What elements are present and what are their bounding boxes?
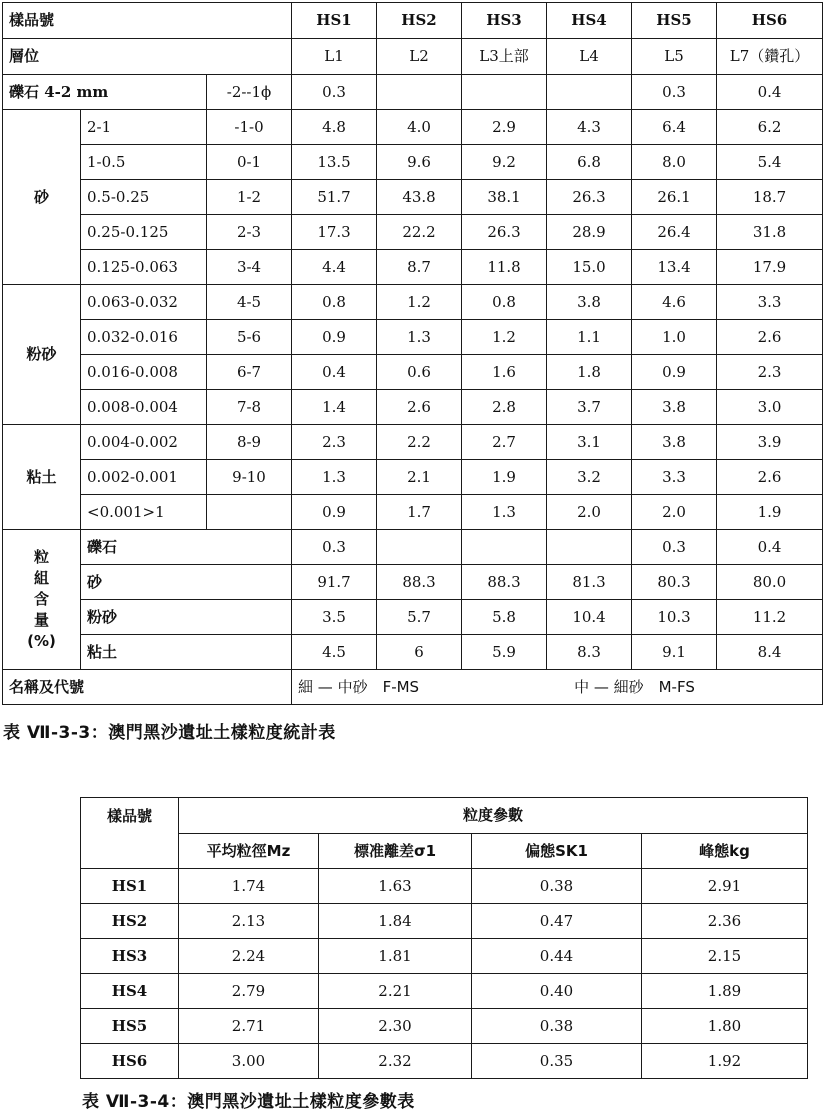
value-cell: 18.7 [717, 180, 823, 215]
phi-cell: 2-3 [207, 215, 292, 250]
value-cell: 2.36 [642, 904, 808, 939]
value-cell: 2.3 [292, 425, 377, 460]
sample-id-cell: HS4 [81, 974, 179, 1009]
content-label-char: 組 [33, 569, 49, 587]
value-cell: 1.81 [319, 939, 472, 974]
value-cell: 2.8 [462, 390, 547, 425]
size-range-cell: 0.004-0.002 [81, 425, 207, 460]
size-range-cell: 0.063-0.032 [81, 285, 207, 320]
content-label-char: 粒 [33, 548, 49, 566]
value-cell: 1.2 [462, 320, 547, 355]
value-cell: 0.3 [632, 530, 717, 565]
value-cell: 28.9 [547, 215, 632, 250]
value-cell: 0.44 [472, 939, 642, 974]
value-cell: 1.80 [642, 1009, 808, 1044]
value-cell: 0.6 [377, 355, 462, 390]
group-label: 粘土 [3, 425, 81, 530]
size-range-cell: <0.001>1 [81, 495, 207, 530]
value-cell [547, 530, 632, 565]
value-cell: 13.4 [632, 250, 717, 285]
sample-id-cell: HS1 [81, 869, 179, 904]
layer-cell: L1 [292, 39, 377, 75]
grain-size-parameters-table [80, 797, 808, 1079]
table-row [3, 355, 823, 390]
group-label: 粉砂 [3, 285, 81, 425]
value-cell: 9.2 [462, 145, 547, 180]
value-cell: 0.4 [292, 355, 377, 390]
value-cell: 0.9 [632, 355, 717, 390]
phi-cell: 8-9 [207, 425, 292, 460]
value-cell: 5.8 [462, 600, 547, 635]
value-cell: 2.0 [547, 495, 632, 530]
layer-cell: L4 [547, 39, 632, 75]
table-row [81, 1009, 808, 1044]
sample-header-cell: HS6 [717, 3, 823, 39]
value-cell: 88.3 [377, 565, 462, 600]
sample-header-cell: HS2 [377, 3, 462, 39]
value-cell: 2.2 [377, 425, 462, 460]
value-cell: 3.9 [717, 425, 823, 460]
sample-id-header: 樣品號 [81, 798, 179, 869]
table-row [3, 285, 823, 320]
value-cell: 2.24 [179, 939, 319, 974]
header-row [81, 798, 808, 834]
name-code-fine-medium: 細 — 中砂 F-MS [298, 677, 420, 696]
parameter-group-header: 粒度參數 [179, 798, 808, 834]
value-cell: 4.6 [632, 285, 717, 320]
value-cell: 15.0 [547, 250, 632, 285]
size-range-cell: 0.032-0.016 [81, 320, 207, 355]
size-range-cell: 2-1 [81, 110, 207, 145]
value-cell: 1.1 [547, 320, 632, 355]
content-label-char: (%) [27, 632, 56, 650]
value-cell: 3.8 [547, 285, 632, 320]
table-row [81, 904, 808, 939]
value-cell: 1.89 [642, 974, 808, 1009]
value-cell: 1.9 [717, 495, 823, 530]
value-cell: 2.6 [717, 460, 823, 495]
value-cell [377, 530, 462, 565]
value-cell: 6.8 [547, 145, 632, 180]
value-cell: 1.92 [642, 1044, 808, 1079]
value-cell: 17.3 [292, 215, 377, 250]
value-cell: 4.8 [292, 110, 377, 145]
sample-header-cell: HS3 [462, 3, 547, 39]
size-range-cell: 0.125-0.063 [81, 250, 207, 285]
table-row [3, 390, 823, 425]
component-label: 粉砂 [81, 600, 292, 635]
value-cell: 8.4 [717, 635, 823, 670]
value-cell: 5.7 [377, 600, 462, 635]
value-cell: 0.3 [292, 530, 377, 565]
value-cell: 1.3 [462, 495, 547, 530]
content-label-char: 含 [33, 590, 49, 608]
size-range-cell: 0.5-0.25 [81, 180, 207, 215]
value-cell: 2.91 [642, 869, 808, 904]
table-caption-grain-parameters: 表 Ⅶ-3-4：澳門黑沙遺址土樣粒度參數表 [82, 1092, 415, 1112]
value-cell: 0.38 [472, 869, 642, 904]
value-cell: 0.47 [472, 904, 642, 939]
value-cell: 80.3 [632, 565, 717, 600]
table-row [3, 425, 823, 460]
name-code-label: 名稱及代號 [3, 670, 292, 705]
value-cell: 3.8 [632, 390, 717, 425]
content-percent-label [3, 530, 81, 670]
parameter-column-header: 標准離差σ1 [319, 834, 472, 869]
value-cell: 2.6 [717, 320, 823, 355]
value-cell: 4.4 [292, 250, 377, 285]
phi-cell: 1-2 [207, 180, 292, 215]
value-cell: 3.3 [632, 460, 717, 495]
sample-header-cell: HS1 [292, 3, 377, 39]
value-cell: 0.9 [292, 320, 377, 355]
value-cell: 3.2 [547, 460, 632, 495]
header-row [81, 834, 808, 869]
sample-id-cell: HS3 [81, 939, 179, 974]
value-cell: 9.1 [632, 635, 717, 670]
value-cell: 2.0 [632, 495, 717, 530]
phi-cell: 0-1 [207, 145, 292, 180]
value-cell: 0.9 [292, 495, 377, 530]
table-row [3, 75, 823, 110]
value-cell: 4.3 [547, 110, 632, 145]
value-cell: 26.4 [632, 215, 717, 250]
parameter-column-header: 偏態SK1 [472, 834, 642, 869]
value-cell: 26.1 [632, 180, 717, 215]
value-cell: 4.5 [292, 635, 377, 670]
value-cell: 8.3 [547, 635, 632, 670]
value-cell: 43.8 [377, 180, 462, 215]
value-cell: 2.30 [319, 1009, 472, 1044]
value-cell: 0.3 [632, 75, 717, 110]
table-row [81, 939, 808, 974]
size-range-cell: 0.008-0.004 [81, 390, 207, 425]
layer-cell: L3上部 [462, 39, 547, 75]
table-row [3, 180, 823, 215]
value-cell: 6.4 [632, 110, 717, 145]
value-cell: 1.63 [319, 869, 472, 904]
value-cell: 10.3 [632, 600, 717, 635]
parameter-column-header: 平均粒徑Mz [179, 834, 319, 869]
phi-cell: 5-6 [207, 320, 292, 355]
value-cell: 2.15 [642, 939, 808, 974]
value-cell: 2.9 [462, 110, 547, 145]
value-cell: 0.3 [292, 75, 377, 110]
value-cell: 1.3 [377, 320, 462, 355]
value-cell [377, 75, 462, 110]
content-label-char: 量 [33, 611, 49, 629]
value-cell: 5.4 [717, 145, 823, 180]
value-cell: 0.8 [462, 285, 547, 320]
parameter-column-header: 峰態kg [642, 834, 808, 869]
value-cell: 6 [377, 635, 462, 670]
value-cell: 88.3 [462, 565, 547, 600]
table-row [3, 565, 823, 600]
layer-cell: L5 [632, 39, 717, 75]
value-cell: 13.5 [292, 145, 377, 180]
value-cell: 10.4 [547, 600, 632, 635]
value-cell: 8.0 [632, 145, 717, 180]
value-cell: 6.2 [717, 110, 823, 145]
header-row [3, 3, 823, 39]
value-cell: 9.6 [377, 145, 462, 180]
value-cell: 2.7 [462, 425, 547, 460]
value-cell: 91.7 [292, 565, 377, 600]
value-cell: 0.35 [472, 1044, 642, 1079]
value-cell: 0.4 [717, 530, 823, 565]
name-code-medium-fine: 中 — 細砂 M-FS [574, 677, 695, 696]
table-row [3, 495, 823, 530]
component-label: 粘土 [81, 635, 292, 670]
value-cell: 3.0 [717, 390, 823, 425]
table-row [81, 1044, 808, 1079]
layer-cell: L7（鑽孔） [717, 39, 823, 75]
value-cell: 51.7 [292, 180, 377, 215]
sample-id-cell: HS2 [81, 904, 179, 939]
value-cell: 2.32 [319, 1044, 472, 1079]
table-row [3, 530, 823, 565]
grain-size-statistics-table [2, 2, 823, 705]
sample-header-cell: HS4 [547, 3, 632, 39]
value-cell: 3.8 [632, 425, 717, 460]
value-cell: 26.3 [462, 215, 547, 250]
size-range-cell: 0.25-0.125 [81, 215, 207, 250]
value-cell: 1.9 [462, 460, 547, 495]
table-row [3, 250, 823, 285]
value-cell: 31.8 [717, 215, 823, 250]
phi-cell: -2--1ϕ [207, 75, 292, 110]
component-label: 砂 [81, 565, 292, 600]
layer-row [3, 39, 823, 75]
value-cell: 5.9 [462, 635, 547, 670]
value-cell: 1.6 [462, 355, 547, 390]
value-cell: 2.21 [319, 974, 472, 1009]
component-label: 礫石 [81, 530, 292, 565]
value-cell: 26.3 [547, 180, 632, 215]
phi-cell: 4-5 [207, 285, 292, 320]
value-cell: 1.4 [292, 390, 377, 425]
name-code-row [3, 670, 823, 705]
value-cell: 3.00 [179, 1044, 319, 1079]
value-cell: 38.1 [462, 180, 547, 215]
table-row [3, 635, 823, 670]
value-cell [462, 75, 547, 110]
layer-cell: L2 [377, 39, 462, 75]
value-cell: 1.8 [547, 355, 632, 390]
value-cell: 2.1 [377, 460, 462, 495]
value-cell: 17.9 [717, 250, 823, 285]
value-cell: 3.7 [547, 390, 632, 425]
value-cell: 3.1 [547, 425, 632, 460]
name-code-value [292, 670, 823, 705]
value-cell: 3.3 [717, 285, 823, 320]
layer-label: 層位 [3, 39, 292, 75]
table-caption-grain-statistics: 表 Ⅶ-3-3：澳門黑沙遺址土樣粒度統計表 [3, 723, 336, 743]
value-cell: 0.4 [717, 75, 823, 110]
value-cell [547, 75, 632, 110]
value-cell: 2.79 [179, 974, 319, 1009]
value-cell: 3.5 [292, 600, 377, 635]
table-row [3, 110, 823, 145]
value-cell: 0.40 [472, 974, 642, 1009]
value-cell: 1.84 [319, 904, 472, 939]
table-row [81, 974, 808, 1009]
value-cell: 1.2 [377, 285, 462, 320]
table-row [3, 600, 823, 635]
value-cell: 0.8 [292, 285, 377, 320]
value-cell [462, 530, 547, 565]
group-label: 砂 [3, 110, 81, 285]
phi-cell: 3-4 [207, 250, 292, 285]
sample-id-cell: HS5 [81, 1009, 179, 1044]
value-cell: 2.3 [717, 355, 823, 390]
size-range-cell: 0.016-0.008 [81, 355, 207, 390]
sample-header-cell: HS5 [632, 3, 717, 39]
value-cell: 2.6 [377, 390, 462, 425]
value-cell: 8.7 [377, 250, 462, 285]
value-cell: 1.74 [179, 869, 319, 904]
phi-cell: 9-10 [207, 460, 292, 495]
value-cell: 1.7 [377, 495, 462, 530]
sample-id-header: 樣品號 [3, 3, 292, 39]
value-cell: 2.13 [179, 904, 319, 939]
phi-cell: 7-8 [207, 390, 292, 425]
value-cell: 11.2 [717, 600, 823, 635]
size-range-cell: 1-0.5 [81, 145, 207, 180]
sample-id-cell: HS6 [81, 1044, 179, 1079]
gravel-label: 礫石 4-2 mm [3, 75, 207, 110]
value-cell: 0.38 [472, 1009, 642, 1044]
phi-cell: 6-7 [207, 355, 292, 390]
table-row [3, 145, 823, 180]
table-row [3, 320, 823, 355]
value-cell: 80.0 [717, 565, 823, 600]
value-cell: 2.71 [179, 1009, 319, 1044]
table-row [81, 869, 808, 904]
phi-cell: -1-0 [207, 110, 292, 145]
value-cell: 22.2 [377, 215, 462, 250]
size-range-cell: 0.002-0.001 [81, 460, 207, 495]
value-cell: 11.8 [462, 250, 547, 285]
value-cell: 1.0 [632, 320, 717, 355]
table-row [3, 460, 823, 495]
value-cell: 81.3 [547, 565, 632, 600]
value-cell: 1.3 [292, 460, 377, 495]
phi-cell [207, 495, 292, 530]
table-row [3, 215, 823, 250]
value-cell: 4.0 [377, 110, 462, 145]
